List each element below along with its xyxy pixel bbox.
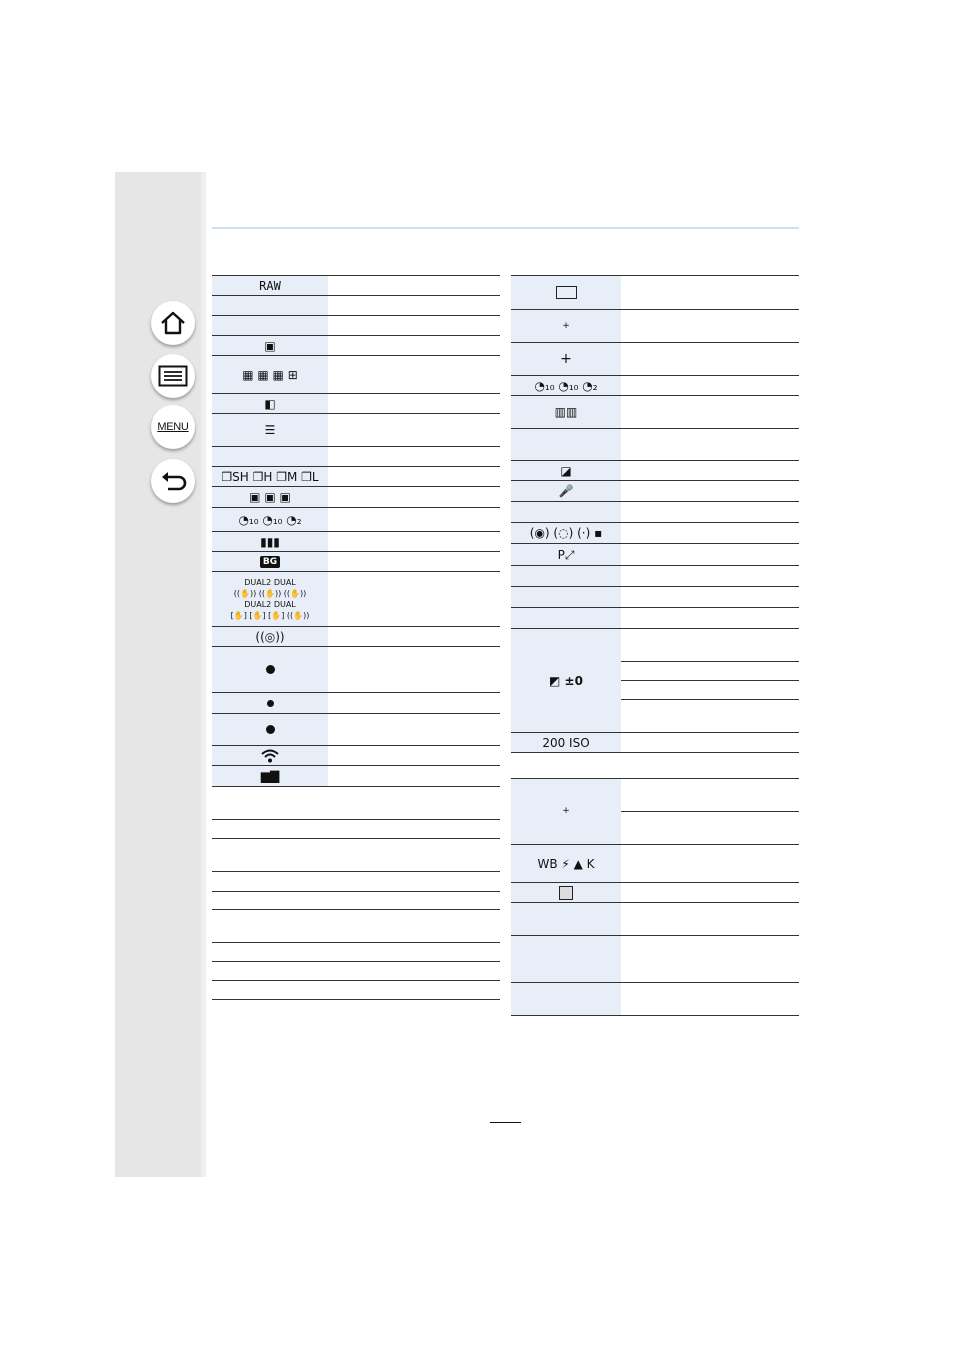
icon-cell <box>212 572 328 626</box>
table-row <box>511 544 799 566</box>
icon-cell <box>212 532 328 551</box>
sub-row-divider <box>621 680 799 681</box>
icon-cell <box>511 753 621 778</box>
icon-cell <box>212 467 328 486</box>
frame-icon <box>556 286 577 299</box>
table-icon: 200 ISO <box>542 735 590 750</box>
icon-cell <box>511 936 621 982</box>
icon-cell <box>212 910 328 942</box>
table-row <box>511 733 799 753</box>
table-icon: WB ⚡ ▲ K <box>537 856 595 871</box>
icon-cell <box>511 733 621 752</box>
table-icon: ▥▥ <box>554 405 578 419</box>
stabilizer-icon: DUAL2 DUAL <box>244 577 296 587</box>
table-row <box>511 523 799 544</box>
table-icon: ◪ <box>560 463 572 478</box>
table-row <box>212 627 500 647</box>
icon-cell <box>212 872 328 891</box>
stabilizer-icon: [✋] [✋] [✋] ((✋)) <box>230 610 310 620</box>
icon-cell <box>511 544 621 565</box>
sub-row-divider <box>621 699 799 700</box>
table-row <box>212 981 500 1000</box>
table-row <box>212 820 500 839</box>
table-row <box>212 647 500 693</box>
icon-cell <box>511 779 621 844</box>
table-row <box>212 487 500 508</box>
table-row <box>511 566 799 587</box>
table-row <box>511 608 799 629</box>
list-icon <box>158 365 188 387</box>
plus-icon: + <box>560 351 572 367</box>
table-row <box>212 787 500 820</box>
sub-row-divider <box>621 811 799 812</box>
plus-icon: + <box>562 806 570 816</box>
icon-cell <box>212 508 328 531</box>
icon-cell <box>212 693 328 713</box>
table-row <box>212 447 500 467</box>
table-row <box>511 629 799 733</box>
table-icon: P⤢ <box>557 547 575 562</box>
icon-cell <box>511 903 621 935</box>
table-row <box>511 753 799 779</box>
table-row <box>511 502 799 523</box>
icon-cell <box>511 845 621 882</box>
table-icon: ▆▇ <box>260 769 280 783</box>
left-icon-table <box>212 275 500 1000</box>
icon-cell <box>511 608 621 628</box>
table-row <box>212 508 500 532</box>
stabilizer-icon: ((✋)) ((✋)) ((✋)) <box>233 588 307 598</box>
table-row <box>511 936 799 983</box>
table-row <box>212 766 500 787</box>
table-icon: ((◎)) <box>255 629 285 644</box>
icon-cell <box>212 414 328 446</box>
record-dot-icon <box>267 700 274 707</box>
raw-icon: RAW <box>259 278 281 293</box>
icon-cell <box>212 981 328 999</box>
table-row <box>212 910 500 943</box>
icon-cell <box>212 839 328 871</box>
record-dot-icon <box>266 665 275 674</box>
contents-button[interactable] <box>151 354 195 398</box>
icon-cell <box>511 396 621 428</box>
page-number-underline <box>490 1122 521 1123</box>
record-dot-icon <box>266 725 275 734</box>
icon-cell <box>212 552 328 571</box>
icon-cell <box>511 376 621 395</box>
icon-cell <box>212 316 328 335</box>
plus-icon: + <box>562 320 570 331</box>
menu-icon: MENU <box>157 421 189 433</box>
icon-cell <box>212 943 328 961</box>
table-row <box>212 839 500 872</box>
table-row <box>212 414 500 447</box>
table-row <box>212 572 500 627</box>
background-icon: BG <box>260 556 280 568</box>
table-row <box>212 714 500 746</box>
icon-cell <box>511 502 621 522</box>
table-row <box>212 962 500 981</box>
icon-cell <box>212 746 328 765</box>
icon-cell <box>212 356 328 393</box>
table-row <box>212 693 500 714</box>
table-icon: ☰ <box>264 423 276 437</box>
table-icon: 🎤 <box>558 484 574 498</box>
table-row <box>511 587 799 608</box>
icon-cell <box>212 394 328 413</box>
icon-cell <box>212 276 328 295</box>
table-row <box>511 376 799 396</box>
table-icon: (◉) (◌) (·) ▪ <box>529 526 603 540</box>
sub-row-divider <box>621 661 799 662</box>
home-icon <box>159 310 187 336</box>
icon-cell <box>212 962 328 980</box>
table-icon: ▮▮▮ <box>260 534 280 549</box>
icon-cell <box>212 647 328 692</box>
icon-cell <box>511 481 621 501</box>
icon-cell <box>511 461 621 480</box>
table-row <box>212 467 500 487</box>
table-row <box>212 296 500 316</box>
table-row <box>511 461 799 481</box>
table-icon: ▣ <box>264 338 276 353</box>
table-icon: ◧ <box>264 396 276 411</box>
header-divider <box>212 227 799 229</box>
table-row <box>212 316 500 336</box>
table-row <box>212 552 500 572</box>
icon-cell <box>212 296 328 315</box>
table-row <box>212 336 500 356</box>
icon-cell <box>511 983 621 1015</box>
table-row <box>212 356 500 394</box>
table-icon: ▦ ▦ ▦ ⊞ <box>242 367 298 382</box>
icon-cell <box>511 310 621 342</box>
table-row <box>212 872 500 892</box>
icon-cell <box>511 523 621 543</box>
table-icon: ▣ ▣ ▣ <box>249 490 291 504</box>
home-button[interactable] <box>151 301 195 345</box>
table-icon: ◔₁₀ ◔₁₀ ◔₂ <box>238 512 302 527</box>
table-icon: ❐SH ❐H ❐M ❐L <box>221 469 319 484</box>
table-row <box>511 903 799 936</box>
icon-cell <box>212 892 328 909</box>
table-row <box>511 779 799 845</box>
icon-cell <box>212 447 328 466</box>
table-row <box>511 276 799 310</box>
table-icon: ◔₁₀ ◔₁₀ ◔₂ <box>534 378 598 393</box>
stabilizer-icon: DUAL2 DUAL <box>244 599 296 609</box>
icon-cell <box>511 276 621 309</box>
icon-cell <box>212 487 328 507</box>
icon-cell <box>212 714 328 745</box>
icon-cell <box>511 587 621 607</box>
table-row <box>511 429 799 461</box>
table-row <box>212 532 500 552</box>
back-button[interactable] <box>151 459 195 503</box>
table-row <box>511 883 799 903</box>
stabilizer-icon-group <box>231 579 310 620</box>
table-row <box>511 310 799 343</box>
icon-cell <box>212 766 328 786</box>
icon-cell <box>511 429 621 460</box>
table-row <box>511 396 799 429</box>
exposure-comp-icon: ◩ ±0 <box>549 673 583 688</box>
icon-cell <box>212 336 328 355</box>
color-square-icon <box>559 886 573 900</box>
table-row <box>212 943 500 962</box>
icon-cell <box>212 787 328 819</box>
icon-cell <box>511 883 621 902</box>
icon-cell <box>212 627 328 646</box>
icon-cell <box>511 566 621 586</box>
table-row <box>511 983 799 1016</box>
table-row <box>511 845 799 883</box>
table-row <box>212 746 500 766</box>
icon-cell <box>511 343 621 375</box>
icon-cell <box>212 820 328 838</box>
right-icon-table <box>511 275 799 1016</box>
table-row <box>511 481 799 502</box>
wifi-icon <box>261 749 279 763</box>
sidebar-edge <box>201 172 206 1177</box>
back-arrow-icon <box>159 468 187 494</box>
icon-cell <box>511 629 621 732</box>
table-row <box>212 892 500 910</box>
menu-button[interactable] <box>151 405 195 449</box>
table-row <box>212 394 500 414</box>
table-row <box>212 276 500 296</box>
table-row <box>511 343 799 376</box>
